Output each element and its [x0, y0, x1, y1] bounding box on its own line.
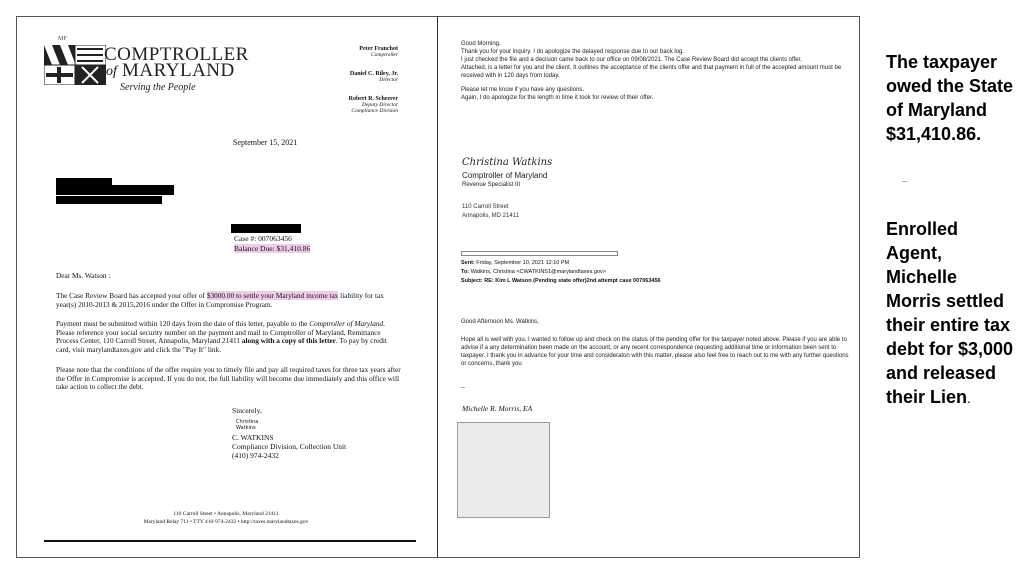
email-sender: Michelle R. Morris, EA: [462, 404, 533, 413]
signer-name: C. WATKINS: [232, 433, 274, 442]
text: liability for tax year(s) 2010-2013 & 2015,2016 under the Offer in Compromise Program.: [56, 291, 384, 309]
to-label: To:: [461, 269, 470, 275]
official-2: [258, 71, 398, 83]
caption-period: .: [967, 390, 971, 406]
text-italic: Comptroller of Maryland: [309, 319, 384, 328]
signature-title: Revenue Specialist III: [462, 182, 521, 188]
caption-settled: [886, 217, 1016, 410]
signer-phone: (410) 974-2432: [232, 451, 279, 460]
top-mark: MF: [58, 36, 67, 42]
caption-text: Enrolled Agent, Michelle Morris settled their entire tax debt for $3,000 and released their Lien: [886, 219, 1014, 407]
paragraph-conditions: Please note that the conditions of the offer require you to timely file and pay all required taxes for three tax years after the Offer in Compromise is accepted. If you do not, the full liability will become due immediately and this office will take action to collect the debt.: [56, 365, 401, 391]
email-header: [461, 259, 661, 286]
redacted-city: [56, 196, 162, 204]
caption-owed: The taxpayer owed the State of Maryland $31,410.86.: [886, 52, 1014, 144]
subject-value: RE: Kim L Watson (Pending state offer)2nd attempt case 007063456: [484, 278, 661, 284]
text-bold: along with a copy of this letter: [241, 336, 336, 345]
page-divider: [437, 16, 438, 558]
text: . Please reference your social security number on the payment and mail to Comptroller of Maryland, Remittance Process Center, 110 Carroll Street, Annapolis, Maryland 21411: [56, 319, 385, 345]
balance-due: Balance Due: $31,410.86: [234, 244, 311, 253]
redacted-address: [56, 185, 174, 195]
email-line: Thank you for your inquiry. I do apologize the delayed response due to our back log.: [461, 49, 685, 55]
address-line: Annapolis, MD 21411: [462, 213, 519, 219]
address-line: 110 Carroll Street: [462, 204, 509, 210]
text: . To pay by credit card, visit marylandtaxes.gov and click the "Pay It" link.: [56, 336, 387, 354]
logo-comptroller: COMPTROLLER: [104, 44, 249, 65]
official-title: Comptroller: [371, 52, 398, 58]
official-3: [258, 96, 398, 114]
caption-mark: [902, 181, 907, 182]
cursive-signature: Christina Watkins: [462, 157, 553, 168]
salutation: Dear Ms. Watson :: [56, 271, 111, 280]
official-name: Daniel C. Riley, Jr.: [349, 71, 398, 77]
email-header-bar: [461, 251, 618, 256]
paragraph-offer: [56, 292, 401, 309]
email-line: Please let me know if you have any questions.: [461, 87, 585, 93]
official-name: Robert R. Scheerer: [348, 96, 398, 102]
letter-date: September 15, 2021: [233, 138, 298, 147]
official-title: Deputy Director Compliance Division: [351, 102, 398, 114]
official-1: [258, 46, 398, 58]
to-value: Watkins, Christina <CWATKINS1@marylandtaxes.gov>: [470, 269, 606, 275]
case-info: [234, 234, 310, 254]
text: The Case Review Board has accepted your offer of: [56, 291, 207, 300]
blank-image-placeholder: [457, 422, 550, 518]
logo-of: of: [106, 64, 117, 79]
logo-tagline: Serving the People: [120, 82, 196, 93]
email-body: Hope all is well with you. I wanted to follow up and check on the status of the pending offer for the taxpayer noted above. Please if you are able to advise if a any determination been made on the account, or any recent correspondence requesting additional time or information been sent to taxpayer. I thank you in advance for your time and consideraton with this matter, please also feel free to reach out to me with any further questions or concerns, thank you: [461, 337, 849, 367]
email-dash: --: [461, 385, 465, 391]
email-greeting: Good Afternoon Ms. Watkins,: [461, 319, 539, 325]
paragraph-payment: [56, 320, 401, 354]
footer-line: 110 Carroll Street • Annapolis, Maryland 21411: [173, 511, 279, 517]
signature-hand: [236, 419, 258, 431]
signature-line: Watkins: [236, 425, 256, 431]
footer-rule: [44, 540, 416, 542]
maryland-flag-logo-icon: [44, 45, 106, 85]
subject-label: Subject:: [461, 278, 483, 284]
sent-label: Sent:: [461, 260, 475, 266]
email-line: Good Morning,: [461, 41, 501, 47]
email-line: I just checked the file and a decision came back to our office on 09/08/2021. The Case Review Board did accept the clients offer.: [461, 57, 802, 63]
redacted-ssn: [231, 224, 301, 233]
signer-block: [232, 433, 346, 460]
highlighted-offer: $3000.00 to settle your Maryland income tax: [206, 291, 339, 300]
text: Payment must be submitted within 120 days from the date of this letter, payable to the: [56, 319, 310, 328]
footer-line: Maryland Relay 711 • TTY 410-974-2432 • http://taxes.marylandtaxes.gov: [143, 519, 309, 525]
signature-address: [462, 203, 519, 221]
email-reply: [461, 40, 851, 102]
sent-value: Friday, September 10, 2021 12:10 PM: [476, 260, 570, 266]
signature-line: Christina: [236, 419, 259, 425]
closing: Sincerely,: [232, 406, 262, 415]
letter-footer: [56, 510, 396, 526]
official-name: Peter Franchot: [359, 46, 398, 52]
signer-unit: Compliance Division, Collection Unit: [232, 442, 347, 451]
signature-org: Comptroller of Maryland: [462, 171, 548, 180]
logo-maryland: MARYLAND: [122, 60, 235, 81]
official-title: Director: [379, 77, 398, 83]
email-line: Again, I do apologize for the length in time it took for review of their offer.: [461, 95, 654, 101]
case-number: Case #: 007063456: [234, 234, 292, 243]
email-line: Attached, is a letter for you and the client. It outlines the acceptance of the clients offer and that payment in full of the accepted amount must be received with in 120 days from today.: [461, 65, 842, 79]
